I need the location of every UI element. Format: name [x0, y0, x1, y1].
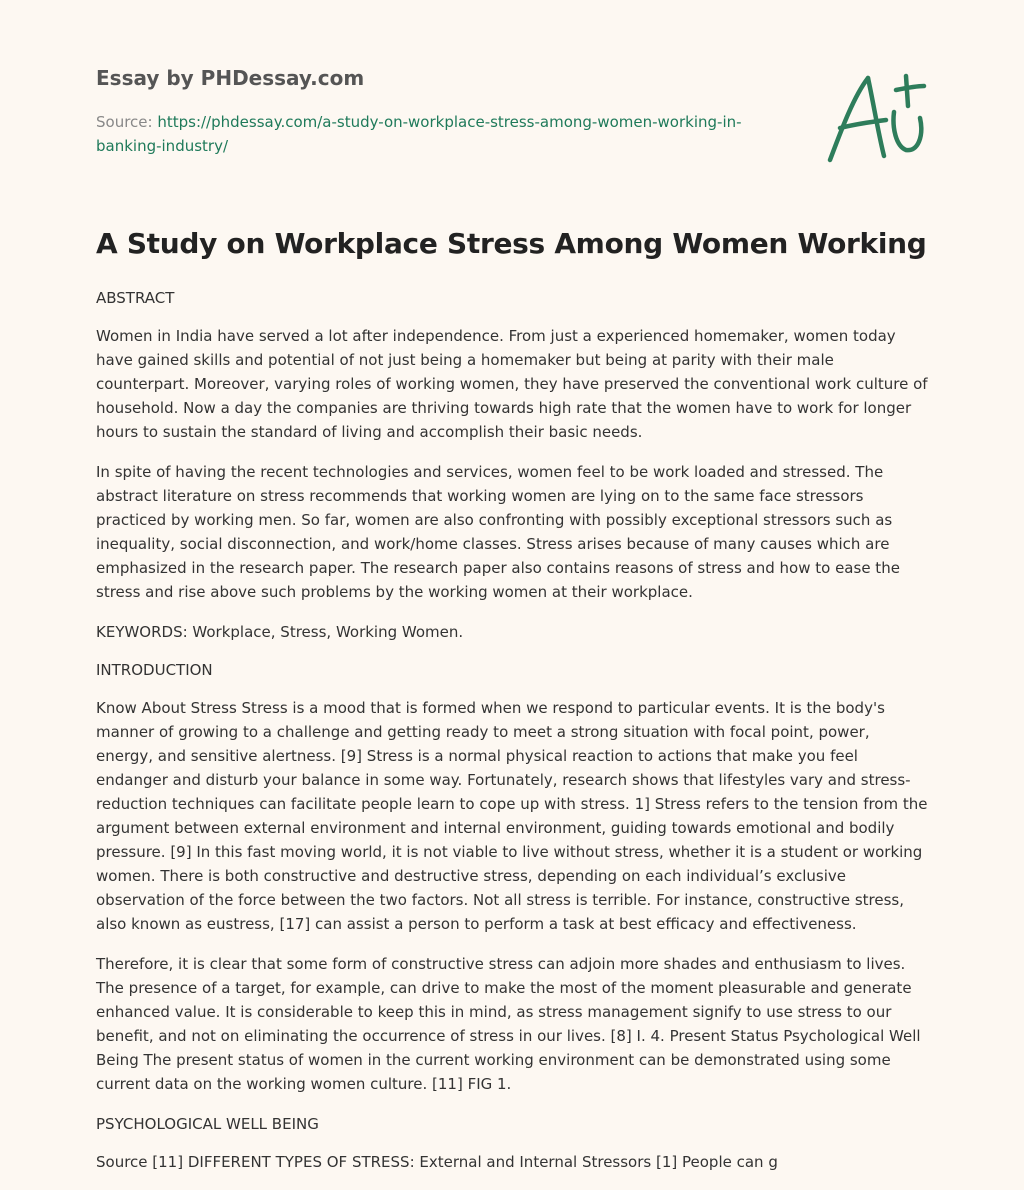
a-plus-grade-icon — [820, 66, 930, 166]
paragraph: In spite of having the recent technologies and services, women feel to be work loaded and stressed. The abstract literature on stress recommends that working women are lying on to the same face stressors practiced by working men. So far, women are also confronting with possibly exceptional stressors such as inequality, social disconnection, and work/home classes. Stress arises because of many causes which are emphasized in the research paper. The research paper also contains reasons of stress and how to ease the stress and rise above such problems by the working women at their workplace. — [96, 463, 900, 601]
paragraph: Therefore, it is clear that some form of constructive stress can adjoin more shades and enthusiasm to lives. The presence of a target, for example, can drive to make the most of the moment pleasurable and generate enhanced value. It is considerable to keep this in mind, as stress management signify to use stress to our benefit, and not on eliminating the occurrence of stress in our lives. [8] I. 4. Present Status Psychological Well Being The present status of women in the current working environment can be demonstrated using some current data on the working women culture. [11] FIG 1. — [96, 955, 921, 1093]
article-title: A Study on Workplace Stress Among Women Working — [96, 227, 927, 260]
source-line — [96, 110, 796, 158]
keywords-line: KEYWORDS: Workplace, Stress, Working Women. — [96, 623, 464, 641]
brand-title: Essay by PHDessay.com — [96, 66, 365, 90]
paragraph: Know About Stress Stress is a mood that is formed when we respond to particular events. It is the body's manner of growing to a challenge and getting ready to meet a strong situation with focal point, power, energy, and sensitive alertness. [9] Stress is a normal physical reaction to actions that make you feel endanger and disturb your balance in some way. Fortunately, research shows that lifestyles vary and stress-reduction techniques can facilitate people learn to cope up with stress. 1] Stress refers to the tension from the argument between external environment and internal environment, guiding towards emotional and bodily pressure. [9] In this fast moving world, it is not viable to live without stress, whether it is a student or working women. There is both constructive and destructive stress, depending on each individual’s exclusive observation of the force between the two factors. Not all stress is terrible. For instance, constructive stress, also known as eustress, [17] can assist a person to perform a task at best efficacy and effectiveness. — [96, 699, 928, 933]
section-heading-introduction: INTRODUCTION — [96, 661, 213, 679]
source-label: Source: — [96, 113, 158, 131]
paragraph: Women in India have served a lot after independence. From just a experienced homemaker, women today have gained skills and potential of not just being a homemaker but being at parity with their male counterpart. Moreover, varying roles of working women, they have preserved the conventional work culture of household. Now a day the companies are thriving towards high rate that the women have to work for longer hours to sustain the standard of living and accomplish their basic needs. — [96, 327, 928, 441]
section-heading-abstract: ABSTRACT — [96, 289, 175, 307]
section-heading-psychological-well-being: PSYCHOLOGICAL WELL BEING — [96, 1115, 319, 1133]
document-header — [96, 64, 796, 158]
article — [96, 222, 930, 1190]
source-link[interactable]: https://phdessay.com/a-study-on-workplace-stress-among-women-working-in-banking-industry/ — [96, 113, 742, 155]
paragraph: Source [11] DIFFERENT TYPES OF STRESS: External and Internal Stressors [1] People can g — [96, 1153, 778, 1171]
